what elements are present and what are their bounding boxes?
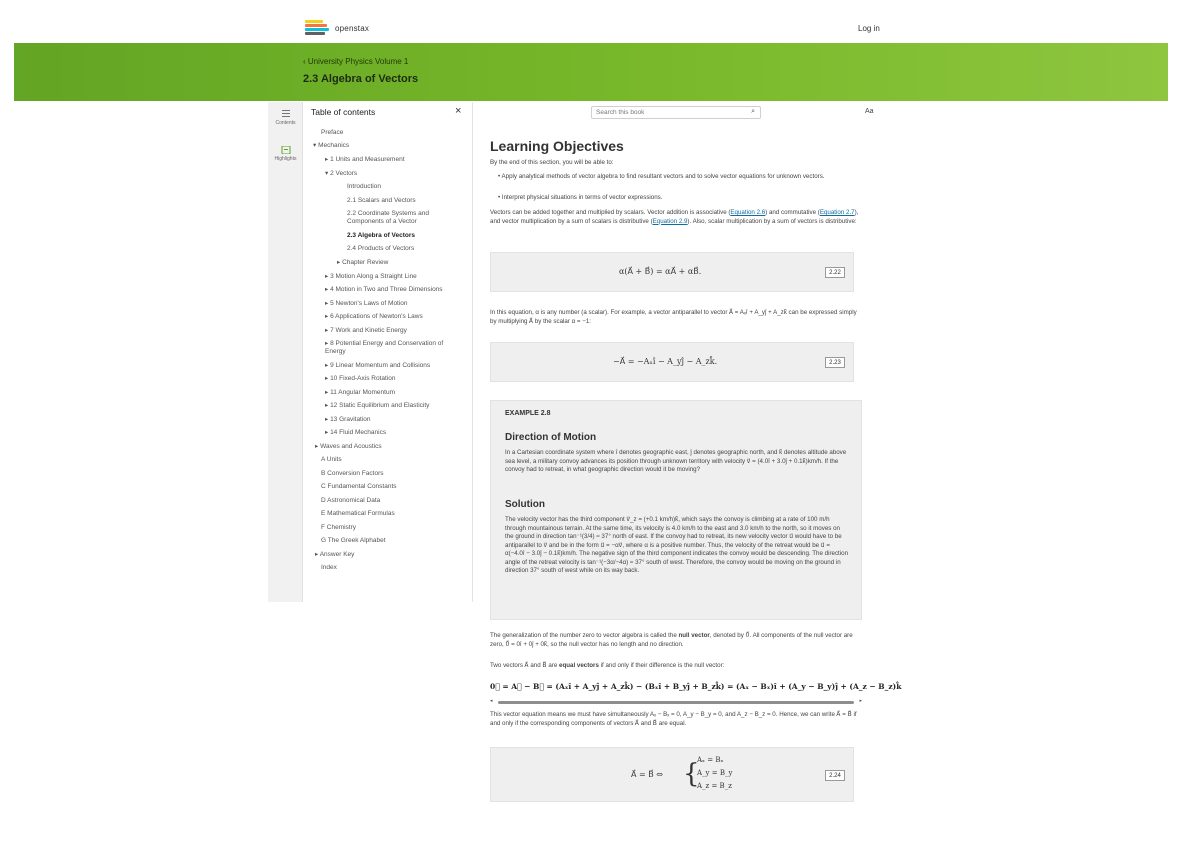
paragraph: In this equation, α is any number (a scalar). For example, a vector antiparallel to vector A⃗ = Aₓî + A_yĵ + A_zk̂ can be expressed simply by multiplying A⃗ by the scalar α = −1: [490,309,857,325]
equation-link[interactable]: Equation 2.6 [730,209,766,216]
paragraph: This vector equation means we must have simultaneously Aₓ − Bₓ = 0, A_y − B_y = 0, and A_z − B_z = 0. Hence, we can write A⃗ = B⃗ if and only if the corresponding components of vectors A⃗ and B⃗ are equal. [490,711,857,727]
equation-link[interactable]: Equation 2.7 [819,209,855,216]
equation-line: A_y = B_y [697,769,733,777]
toc-item-current[interactable]: 2.3 Algebra of Vectors [347,232,416,239]
book-content [474,102,902,802]
equation-box [490,252,854,292]
toc-item[interactable]: ▸ 4 Motion in Two and Three Dimensions [325,286,443,293]
equation-number: 2.22 [825,267,845,278]
equation-box [490,342,854,382]
highlights-label: Highlights [274,156,297,162]
example-box [490,400,862,620]
solution-title: Solution [505,499,545,510]
scroll-left-icon[interactable]: ◂ [490,698,493,704]
equation-number: 2.24 [825,770,845,781]
toc-item[interactable]: Preface [321,129,344,136]
toc-item[interactable]: ▸ 12 Static Equilibrium and Elasticity [325,402,430,409]
equation-link[interactable]: Equation 2.9 [652,217,688,225]
section-heading: Learning Objectives [490,138,624,154]
book-title-bar [14,43,1168,101]
openstax-logo[interactable] [305,20,369,36]
page-title: 2.3 Algebra of Vectors [303,73,419,85]
equation-scrollbar[interactable] [490,699,862,705]
example-label: EXAMPLE 2.8 [505,410,551,417]
example-problem: In a Cartesian coordinate system where î denotes geographic east, ĵ denotes geographic north, and k̂ denotes altitude above sea level, a military convoy advances its position through unknown territory with velocity v⃗ = (4.0î + 3.0ĵ + 0.1k̂)km/h. If the convoy had to retreat, in what geographic direction would it be moving? [505,449,847,473]
toc-item[interactable]: ▸ 6 Applications of Newton's Laws [325,313,423,320]
objective-item: • Apply analytical methods of vector algebra to find resultant vectors and to solve vector equations for unknown vectors. [498,173,825,180]
toc-item[interactable]: 2.2 Coordinate Systems and Components of a Vector [347,210,430,225]
toc-item[interactable]: ▸ 7 Work and Kinetic Energy [325,327,407,334]
book-back-link[interactable]: ‹ University Physics Volume 1 [303,57,409,66]
toc-item[interactable]: ▾ 2 Vectors [325,170,358,177]
toc-item[interactable]: ▸ 5 Newton's Laws of Motion [325,300,408,307]
font-size-button[interactable]: Aa [865,108,874,115]
scroll-right-icon[interactable]: ▸ [859,698,862,704]
toc-item[interactable]: A Units [321,456,342,463]
equation-box [490,747,854,802]
toc-item[interactable]: ▸ 11 Angular Momentum [325,389,395,396]
left-rail [268,102,303,602]
equation-number: 2.23 [825,357,845,368]
objective-item: • Interpret physical situations in terms of vector expressions. [498,194,663,201]
intro-text: By the end of this section, you will be able to: [490,159,614,166]
toc-item[interactable]: ▸ 14 Fluid Mechanics [325,429,387,436]
paragraph: Vectors can be added together and multiplied by scalars. Vector addition is associative (Equation 2.6) and commutative (Equation 2.7), and vector multiplication by a sum of scalars is distributive (Equation 2.9). Also, scalar multiplication by a sum of vectors is distributive: [490,209,859,225]
equation: −A⃗ = −Aₓî − A_yĵ − A_zk̂. [613,357,718,366]
toc-item[interactable]: 2.1 Scalars and Vectors [347,197,416,204]
top-bar [0,0,1200,43]
toc-item[interactable]: ▸ Answer Key [315,551,355,558]
null-vector-equation: 0⃗ = A⃗ − B⃗ = (Aₓî + A_yĵ + A_zk̂) − (Bₓî + B_yĵ + B_zk̂) = (Aₓ − Bₓ)î + (A_y − B_y)ĵ + (A_z − B_z)k̂ [490,682,902,691]
equation: A⃗ = B⃗ ⇔ [631,770,663,779]
toc-item[interactable]: ▸ 10 Fixed-Axis Rotation [325,375,396,382]
toc-item[interactable]: ▸ 1 Units and Measurement [325,156,405,163]
paragraph: Two vectors A⃗ and B⃗ are equal vectors if and only if their difference is the null vector: [490,662,725,669]
toc-item[interactable]: ▸ 13 Gravitation [325,416,371,423]
toc-item[interactable]: D Astronomical Data [321,497,381,504]
paragraph: The generalization of the number zero to vector algebra is called the null vector, denoted by 0⃗. All components of the null vector are zero, 0⃗ = 0î + 0ĵ + 0k̂, so the null vector has no length and no direction. [490,632,853,648]
scrollbar-thumb[interactable] [498,701,854,704]
highlights-icon [281,146,291,154]
toc-item[interactable]: E Mathematical Formulas [321,510,395,517]
contents-button[interactable] [268,110,303,126]
toc-item[interactable]: F Chemistry [321,524,357,531]
search-icon[interactable]: ⌕ [751,108,755,115]
toc-item[interactable]: Introduction [347,183,381,190]
contents-label: Contents [275,120,296,126]
toc-item[interactable]: Index [321,564,337,571]
toc-item[interactable]: ▾ Mechanics [313,142,350,149]
openstax-logo-icon [305,20,329,36]
close-icon[interactable]: × [455,105,462,117]
equation: α(A⃗ + B⃗) = αA⃗ + αB⃗. [619,267,702,276]
toc-item[interactable]: ▸ 9 Linear Momentum and Collisions [325,362,431,369]
example-title: Direction of Motion [505,432,597,443]
equation-line: Aₓ = Bₓ [697,756,724,764]
example-solution: The velocity vector has the third component v⃗_z = (+0.1 km/h)k̂, which says the convoy is climbing at a rate of 100 m/h through mountainous terrain. At the same time, its velocity is 4.0 km/h to the east and 3.0 km/h to the north, so it moves on the ground in direction tan⁻¹(3/4) ≈ 37° north of east. If the convoy had to retreat, its new velocity vector u⃗ would have to be antiparallel to v⃗ and be in the form u⃗ = −αv⃗, where α is a positive number. Thus, the velocity of the retreat would be u⃗ = α(−4.0î − 3.0ĵ − 0.1k̂)km/h. The negative sign of the third component indicates the convoy would be descending. The direction angle of the retreat velocity is tan⁻¹(−3α/−4α) ≈ 37° south of west. Therefore, the convoy would be moving on the ground in direction 37° south of west while on its way back. [505,516,849,574]
list-icon [281,110,291,118]
toc-item[interactable]: G The Greek Alphabet [321,537,386,544]
toc-item[interactable]: ▸ Chapter Review [337,259,389,266]
highlights-button[interactable] [268,146,303,162]
toc-item[interactable]: B Conversion Factors [321,470,384,477]
toc-title: Table of contents [311,107,376,117]
toc-item[interactable]: ▸ 3 Motion Along a Straight Line [325,273,417,280]
logo-text: openstax [335,23,370,33]
login-link[interactable]: Log in [858,24,880,33]
toc-item[interactable]: ▸ 8 Potential Energy and Conservation of Energy [325,340,444,355]
equation-line: A_z = B_z [697,782,732,790]
search-placeholder: Search this book [596,109,645,116]
toc-item[interactable]: ▸ Waves and Acoustics [315,443,382,450]
toc-item[interactable]: C Fundamental Constants [321,483,397,490]
search-input[interactable] [591,106,761,119]
brace: { [683,759,700,789]
toc-item[interactable]: 2.4 Products of Vectors [347,245,415,252]
table-of-contents [303,102,473,602]
